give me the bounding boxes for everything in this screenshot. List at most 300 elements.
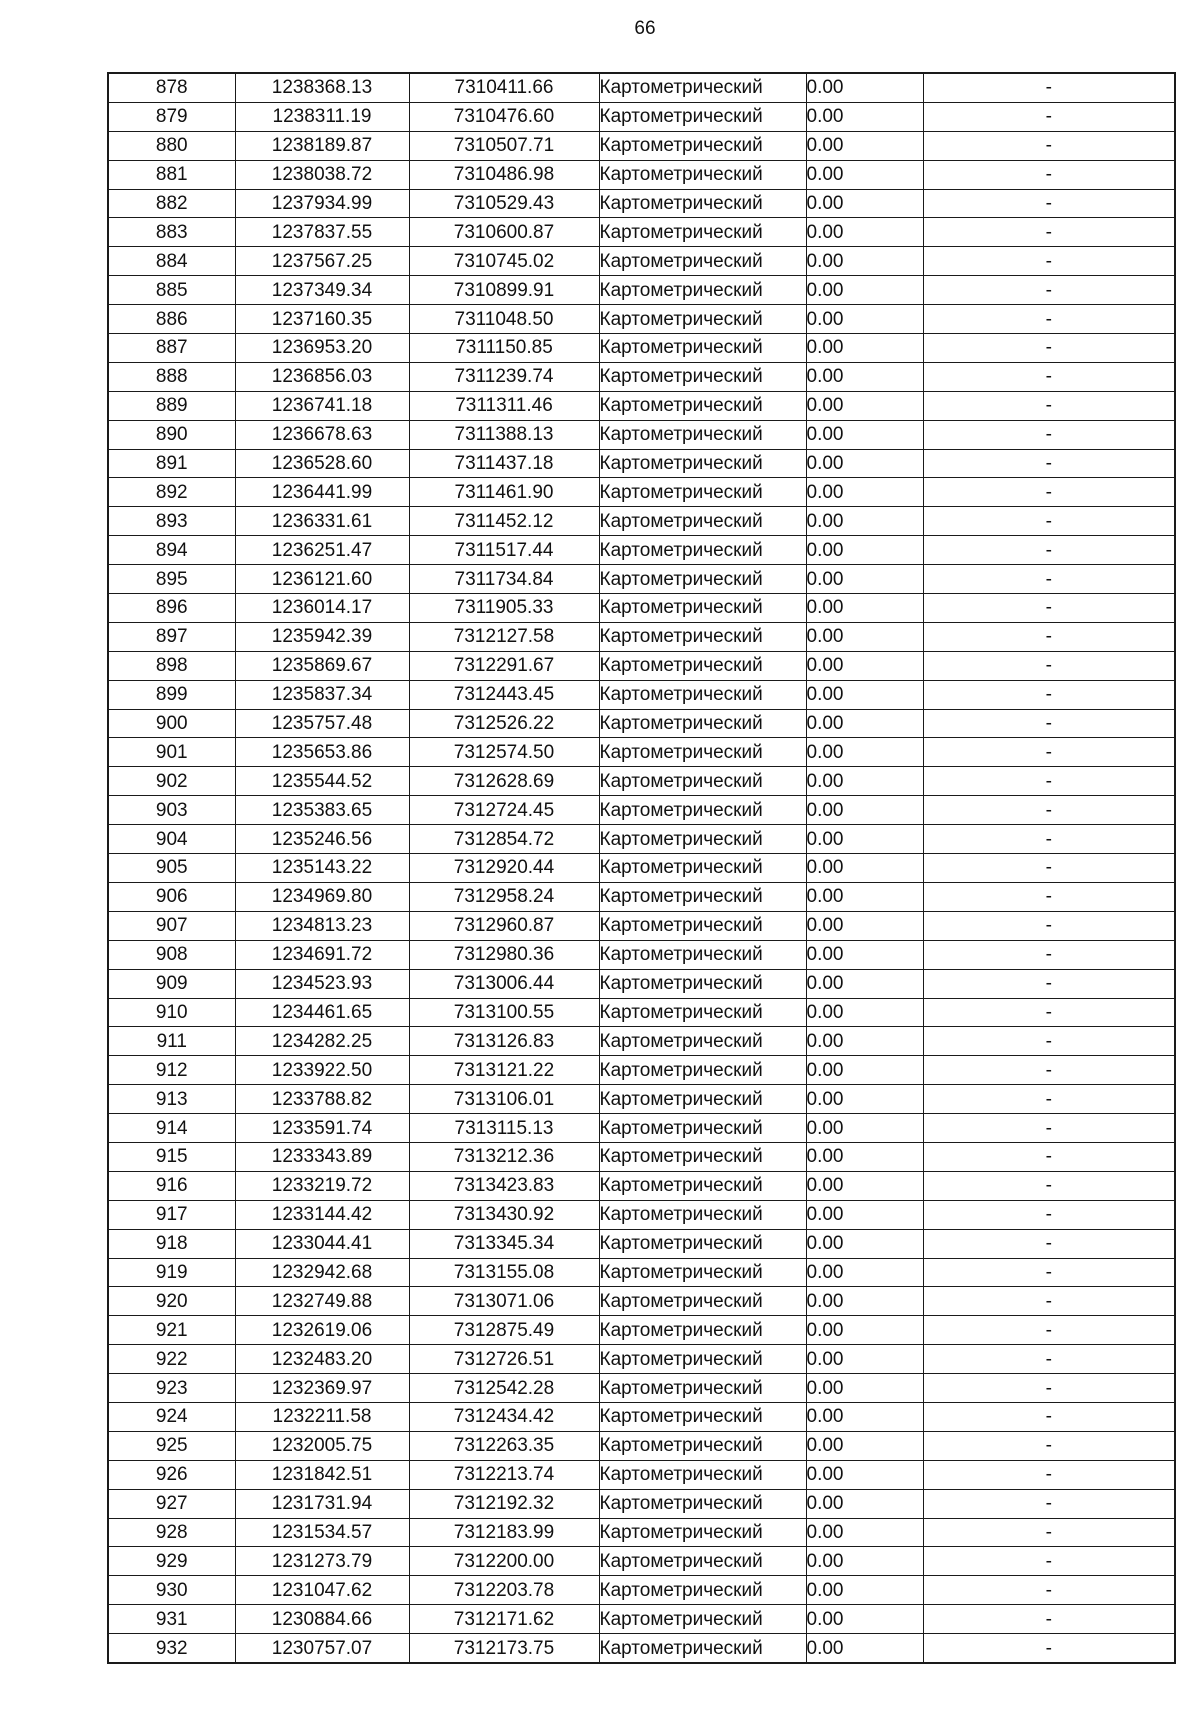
point-number-cell: 915 (108, 1142, 235, 1171)
x-coordinate-cell: 1236441.99 (235, 478, 409, 507)
description-cell: - (923, 940, 1175, 969)
point-number-cell: 924 (108, 1402, 235, 1431)
method-cell: Картометрический (599, 825, 806, 854)
y-coordinate-cell: 7310899.91 (409, 276, 599, 305)
method-cell: Картометрический (599, 449, 806, 478)
point-number-cell: 916 (108, 1171, 235, 1200)
accuracy-cell: 0.00 (806, 1547, 923, 1576)
point-number-cell: 909 (108, 969, 235, 998)
method-cell: Картометрический (599, 1547, 806, 1576)
table-row (108, 1287, 1175, 1316)
y-coordinate-cell: 7312574.50 (409, 738, 599, 767)
table-row (108, 276, 1175, 305)
table-row (108, 1518, 1175, 1547)
point-number-cell: 881 (108, 160, 235, 189)
description-cell: - (923, 102, 1175, 131)
description-cell: - (923, 1605, 1175, 1634)
x-coordinate-cell: 1234969.80 (235, 882, 409, 911)
accuracy-cell: 0.00 (806, 1518, 923, 1547)
y-coordinate-cell: 7311048.50 (409, 305, 599, 334)
x-coordinate-cell: 1232483.20 (235, 1345, 409, 1374)
x-coordinate-cell: 1230884.66 (235, 1605, 409, 1634)
x-coordinate-cell: 1233788.82 (235, 1085, 409, 1114)
table-row (108, 1374, 1175, 1403)
method-cell: Картометрический (599, 218, 806, 247)
description-cell: - (923, 1518, 1175, 1547)
y-coordinate-cell: 7312726.51 (409, 1345, 599, 1374)
point-number-cell: 890 (108, 420, 235, 449)
y-coordinate-cell: 7312200.00 (409, 1547, 599, 1576)
description-cell: - (923, 565, 1175, 594)
description-cell: - (923, 507, 1175, 536)
table-row (108, 189, 1175, 218)
point-number-cell: 882 (108, 189, 235, 218)
coordinates-table-body (108, 73, 1175, 1663)
table-row (108, 854, 1175, 883)
table-row (108, 1171, 1175, 1200)
x-coordinate-cell: 1232749.88 (235, 1287, 409, 1316)
description-cell: - (923, 1489, 1175, 1518)
accuracy-cell: 0.00 (806, 940, 923, 969)
y-coordinate-cell: 7312213.74 (409, 1460, 599, 1489)
y-coordinate-cell: 7311388.13 (409, 420, 599, 449)
x-coordinate-cell: 1231842.51 (235, 1460, 409, 1489)
description-cell: - (923, 305, 1175, 334)
x-coordinate-cell: 1234461.65 (235, 998, 409, 1027)
method-cell: Картометрический (599, 1229, 806, 1258)
y-coordinate-cell: 7312434.42 (409, 1402, 599, 1431)
accuracy-cell: 0.00 (806, 1431, 923, 1460)
y-coordinate-cell: 7311150.85 (409, 334, 599, 363)
method-cell: Картометрический (599, 507, 806, 536)
point-number-cell: 922 (108, 1345, 235, 1374)
y-coordinate-cell: 7313006.44 (409, 969, 599, 998)
description-cell: - (923, 1547, 1175, 1576)
y-coordinate-cell: 7313115.13 (409, 1114, 599, 1143)
table-row (108, 102, 1175, 131)
table-row (108, 651, 1175, 680)
accuracy-cell: 0.00 (806, 420, 923, 449)
y-coordinate-cell: 7311437.18 (409, 449, 599, 478)
accuracy-cell: 0.00 (806, 680, 923, 709)
accuracy-cell: 0.00 (806, 1402, 923, 1431)
y-coordinate-cell: 7310411.66 (409, 73, 599, 102)
x-coordinate-cell: 1237837.55 (235, 218, 409, 247)
x-coordinate-cell: 1235653.86 (235, 738, 409, 767)
method-cell: Картометрический (599, 536, 806, 565)
point-number-cell: 913 (108, 1085, 235, 1114)
description-cell: - (923, 1085, 1175, 1114)
x-coordinate-cell: 1233144.42 (235, 1200, 409, 1229)
description-cell: - (923, 738, 1175, 767)
point-number-cell: 893 (108, 507, 235, 536)
table-row (108, 796, 1175, 825)
description-cell: - (923, 420, 1175, 449)
accuracy-cell: 0.00 (806, 1460, 923, 1489)
point-number-cell: 926 (108, 1460, 235, 1489)
table-row (108, 218, 1175, 247)
point-number-cell: 899 (108, 680, 235, 709)
x-coordinate-cell: 1231273.79 (235, 1547, 409, 1576)
method-cell: Картометрический (599, 969, 806, 998)
method-cell: Картометрический (599, 160, 806, 189)
y-coordinate-cell: 7312263.35 (409, 1431, 599, 1460)
method-cell: Картометрический (599, 911, 806, 940)
description-cell: - (923, 1056, 1175, 1085)
description-cell: - (923, 536, 1175, 565)
point-number-cell: 919 (108, 1258, 235, 1287)
description-cell: - (923, 449, 1175, 478)
point-number-cell: 929 (108, 1547, 235, 1576)
method-cell: Картометрический (599, 1056, 806, 1085)
point-number-cell: 901 (108, 738, 235, 767)
table-row (108, 1605, 1175, 1634)
y-coordinate-cell: 7311734.84 (409, 565, 599, 594)
accuracy-cell: 0.00 (806, 1489, 923, 1518)
y-coordinate-cell: 7311461.90 (409, 478, 599, 507)
method-cell: Картометрический (599, 362, 806, 391)
description-cell: - (923, 854, 1175, 883)
point-number-cell: 883 (108, 218, 235, 247)
accuracy-cell: 0.00 (806, 507, 923, 536)
accuracy-cell: 0.00 (806, 1085, 923, 1114)
method-cell: Картометрический (599, 796, 806, 825)
table-row (108, 709, 1175, 738)
x-coordinate-cell: 1233219.72 (235, 1171, 409, 1200)
accuracy-cell: 0.00 (806, 1027, 923, 1056)
x-coordinate-cell: 1230757.07 (235, 1634, 409, 1663)
table-row (108, 1027, 1175, 1056)
method-cell: Картометрический (599, 305, 806, 334)
y-coordinate-cell: 7310529.43 (409, 189, 599, 218)
method-cell: Картометрический (599, 680, 806, 709)
table-row (108, 305, 1175, 334)
y-coordinate-cell: 7312183.99 (409, 1518, 599, 1547)
method-cell: Картометрический (599, 998, 806, 1027)
method-cell: Картометрический (599, 1605, 806, 1634)
point-number-cell: 887 (108, 334, 235, 363)
accuracy-cell: 0.00 (806, 1287, 923, 1316)
point-number-cell: 895 (108, 565, 235, 594)
accuracy-cell: 0.00 (806, 276, 923, 305)
table-row (108, 940, 1175, 969)
table-row (108, 911, 1175, 940)
description-cell: - (923, 247, 1175, 276)
description-cell: - (923, 622, 1175, 651)
method-cell: Картометрический (599, 1200, 806, 1229)
point-number-cell: 907 (108, 911, 235, 940)
method-cell: Картометрический (599, 73, 806, 102)
description-cell: - (923, 391, 1175, 420)
method-cell: Картометрический (599, 276, 806, 305)
description-cell: - (923, 1287, 1175, 1316)
y-coordinate-cell: 7312291.67 (409, 651, 599, 680)
table-row (108, 1345, 1175, 1374)
x-coordinate-cell: 1232619.06 (235, 1316, 409, 1345)
accuracy-cell: 0.00 (806, 738, 923, 767)
accuracy-cell: 0.00 (806, 622, 923, 651)
method-cell: Картометрический (599, 1171, 806, 1200)
description-cell: - (923, 478, 1175, 507)
table-row (108, 1547, 1175, 1576)
table-row (108, 1576, 1175, 1605)
table-row (108, 1460, 1175, 1489)
point-number-cell: 889 (108, 391, 235, 420)
method-cell: Картометрический (599, 1316, 806, 1345)
point-number-cell: 917 (108, 1200, 235, 1229)
y-coordinate-cell: 7310507.71 (409, 131, 599, 160)
x-coordinate-cell: 1238311.19 (235, 102, 409, 131)
description-cell: - (923, 911, 1175, 940)
accuracy-cell: 0.00 (806, 160, 923, 189)
accuracy-cell: 0.00 (806, 305, 923, 334)
y-coordinate-cell: 7313121.22 (409, 1056, 599, 1085)
description-cell: - (923, 1171, 1175, 1200)
description-cell: - (923, 1258, 1175, 1287)
description-cell: - (923, 334, 1175, 363)
accuracy-cell: 0.00 (806, 1142, 923, 1171)
point-number-cell: 923 (108, 1374, 235, 1403)
x-coordinate-cell: 1236678.63 (235, 420, 409, 449)
y-coordinate-cell: 7312542.28 (409, 1374, 599, 1403)
table-row (108, 1258, 1175, 1287)
x-coordinate-cell: 1234523.93 (235, 969, 409, 998)
point-number-cell: 914 (108, 1114, 235, 1143)
x-coordinate-cell: 1235383.65 (235, 796, 409, 825)
accuracy-cell: 0.00 (806, 1200, 923, 1229)
y-coordinate-cell: 7313126.83 (409, 1027, 599, 1056)
method-cell: Картометрический (599, 651, 806, 680)
method-cell: Картометрический (599, 1431, 806, 1460)
point-number-cell: 891 (108, 449, 235, 478)
accuracy-cell: 0.00 (806, 102, 923, 131)
table-row (108, 391, 1175, 420)
y-coordinate-cell: 7312443.45 (409, 680, 599, 709)
x-coordinate-cell: 1234282.25 (235, 1027, 409, 1056)
x-coordinate-cell: 1233044.41 (235, 1229, 409, 1258)
y-coordinate-cell: 7312854.72 (409, 825, 599, 854)
y-coordinate-cell: 7313345.34 (409, 1229, 599, 1258)
accuracy-cell: 0.00 (806, 1316, 923, 1345)
description-cell: - (923, 651, 1175, 680)
point-number-cell: 925 (108, 1431, 235, 1460)
x-coordinate-cell: 1235837.34 (235, 680, 409, 709)
point-number-cell: 894 (108, 536, 235, 565)
point-number-cell: 885 (108, 276, 235, 305)
table-row (108, 1316, 1175, 1345)
description-cell: - (923, 1634, 1175, 1663)
point-number-cell: 879 (108, 102, 235, 131)
description-cell: - (923, 1200, 1175, 1229)
x-coordinate-cell: 1236953.20 (235, 334, 409, 363)
y-coordinate-cell: 7312192.32 (409, 1489, 599, 1518)
point-number-cell: 878 (108, 73, 235, 102)
table-row (108, 247, 1175, 276)
y-coordinate-cell: 7312980.36 (409, 940, 599, 969)
method-cell: Картометрический (599, 1345, 806, 1374)
accuracy-cell: 0.00 (806, 1258, 923, 1287)
x-coordinate-cell: 1234691.72 (235, 940, 409, 969)
point-number-cell: 931 (108, 1605, 235, 1634)
description-cell: - (923, 160, 1175, 189)
x-coordinate-cell: 1233922.50 (235, 1056, 409, 1085)
y-coordinate-cell: 7313430.92 (409, 1200, 599, 1229)
y-coordinate-cell: 7312920.44 (409, 854, 599, 883)
table-row (108, 969, 1175, 998)
table-row (108, 738, 1175, 767)
y-coordinate-cell: 7312958.24 (409, 882, 599, 911)
coordinates-table (107, 72, 1176, 1664)
x-coordinate-cell: 1231731.94 (235, 1489, 409, 1518)
table-row (108, 478, 1175, 507)
method-cell: Картометрический (599, 1258, 806, 1287)
method-cell: Картометрический (599, 1634, 806, 1663)
x-coordinate-cell: 1237160.35 (235, 305, 409, 334)
table-row (108, 998, 1175, 1027)
x-coordinate-cell: 1235246.56 (235, 825, 409, 854)
page-number: 66 (634, 18, 656, 39)
table-row (108, 1085, 1175, 1114)
x-coordinate-cell: 1237934.99 (235, 189, 409, 218)
method-cell: Картометрический (599, 709, 806, 738)
method-cell: Картометрический (599, 738, 806, 767)
accuracy-cell: 0.00 (806, 478, 923, 507)
table-row (108, 536, 1175, 565)
point-number-cell: 928 (108, 1518, 235, 1547)
point-number-cell: 897 (108, 622, 235, 651)
y-coordinate-cell: 7311452.12 (409, 507, 599, 536)
table-row (108, 1634, 1175, 1663)
point-number-cell: 898 (108, 651, 235, 680)
x-coordinate-cell: 1235757.48 (235, 709, 409, 738)
description-cell: - (923, 1142, 1175, 1171)
x-coordinate-cell: 1236741.18 (235, 391, 409, 420)
table-row (108, 131, 1175, 160)
accuracy-cell: 0.00 (806, 882, 923, 911)
accuracy-cell: 0.00 (806, 1171, 923, 1200)
y-coordinate-cell: 7311239.74 (409, 362, 599, 391)
y-coordinate-cell: 7312173.75 (409, 1634, 599, 1663)
accuracy-cell: 0.00 (806, 1576, 923, 1605)
x-coordinate-cell: 1234813.23 (235, 911, 409, 940)
point-number-cell: 905 (108, 854, 235, 883)
accuracy-cell: 0.00 (806, 131, 923, 160)
y-coordinate-cell: 7313100.55 (409, 998, 599, 1027)
point-number-cell: 911 (108, 1027, 235, 1056)
point-number-cell: 920 (108, 1287, 235, 1316)
accuracy-cell: 0.00 (806, 825, 923, 854)
accuracy-cell: 0.00 (806, 1114, 923, 1143)
point-number-cell: 930 (108, 1576, 235, 1605)
x-coordinate-cell: 1236251.47 (235, 536, 409, 565)
accuracy-cell: 0.00 (806, 1056, 923, 1085)
description-cell: - (923, 1027, 1175, 1056)
description-cell: - (923, 796, 1175, 825)
x-coordinate-cell: 1235143.22 (235, 854, 409, 883)
point-number-cell: 896 (108, 594, 235, 623)
description-cell: - (923, 709, 1175, 738)
method-cell: Картометрический (599, 131, 806, 160)
description-cell: - (923, 131, 1175, 160)
x-coordinate-cell: 1236856.03 (235, 362, 409, 391)
method-cell: Картометрический (599, 1142, 806, 1171)
accuracy-cell: 0.00 (806, 1374, 923, 1403)
description-cell: - (923, 73, 1175, 102)
accuracy-cell: 0.00 (806, 1345, 923, 1374)
accuracy-cell: 0.00 (806, 218, 923, 247)
method-cell: Картометрический (599, 189, 806, 218)
x-coordinate-cell: 1235942.39 (235, 622, 409, 651)
y-coordinate-cell: 7311905.33 (409, 594, 599, 623)
y-coordinate-cell: 7311311.46 (409, 391, 599, 420)
description-cell: - (923, 767, 1175, 796)
table-row (108, 1142, 1175, 1171)
table-row (108, 362, 1175, 391)
accuracy-cell: 0.00 (806, 362, 923, 391)
table-row (108, 1056, 1175, 1085)
description-cell: - (923, 594, 1175, 623)
accuracy-cell: 0.00 (806, 854, 923, 883)
point-number-cell: 880 (108, 131, 235, 160)
description-cell: - (923, 1229, 1175, 1258)
point-number-cell: 918 (108, 1229, 235, 1258)
table-row (108, 507, 1175, 536)
x-coordinate-cell: 1236014.17 (235, 594, 409, 623)
table-row (108, 882, 1175, 911)
y-coordinate-cell: 7312526.22 (409, 709, 599, 738)
y-coordinate-cell: 7311517.44 (409, 536, 599, 565)
x-coordinate-cell: 1232005.75 (235, 1431, 409, 1460)
method-cell: Картометрический (599, 1489, 806, 1518)
table-row (108, 1114, 1175, 1143)
point-number-cell: 910 (108, 998, 235, 1027)
y-coordinate-cell: 7310745.02 (409, 247, 599, 276)
table-row (108, 1402, 1175, 1431)
accuracy-cell: 0.00 (806, 709, 923, 738)
method-cell: Картометрический (599, 1576, 806, 1605)
description-cell: - (923, 189, 1175, 218)
y-coordinate-cell: 7313106.01 (409, 1085, 599, 1114)
description-cell: - (923, 276, 1175, 305)
x-coordinate-cell: 1237567.25 (235, 247, 409, 276)
table-row (108, 622, 1175, 651)
method-cell: Картометрический (599, 1085, 806, 1114)
point-number-cell: 892 (108, 478, 235, 507)
x-coordinate-cell: 1238368.13 (235, 73, 409, 102)
x-coordinate-cell: 1232211.58 (235, 1402, 409, 1431)
y-coordinate-cell: 7312171.62 (409, 1605, 599, 1634)
table-row (108, 1489, 1175, 1518)
method-cell: Картометрический (599, 622, 806, 651)
y-coordinate-cell: 7312724.45 (409, 796, 599, 825)
description-cell: - (923, 1345, 1175, 1374)
x-coordinate-cell: 1238189.87 (235, 131, 409, 160)
table-row (108, 767, 1175, 796)
method-cell: Картометрический (599, 1027, 806, 1056)
method-cell: Картометрический (599, 854, 806, 883)
description-cell: - (923, 1316, 1175, 1345)
description-cell: - (923, 1114, 1175, 1143)
x-coordinate-cell: 1236121.60 (235, 565, 409, 594)
method-cell: Картометрический (599, 1114, 806, 1143)
accuracy-cell: 0.00 (806, 391, 923, 420)
table-row (108, 449, 1175, 478)
table-row (108, 334, 1175, 363)
table-row (108, 565, 1175, 594)
y-coordinate-cell: 7313423.83 (409, 1171, 599, 1200)
accuracy-cell: 0.00 (806, 651, 923, 680)
accuracy-cell: 0.00 (806, 767, 923, 796)
